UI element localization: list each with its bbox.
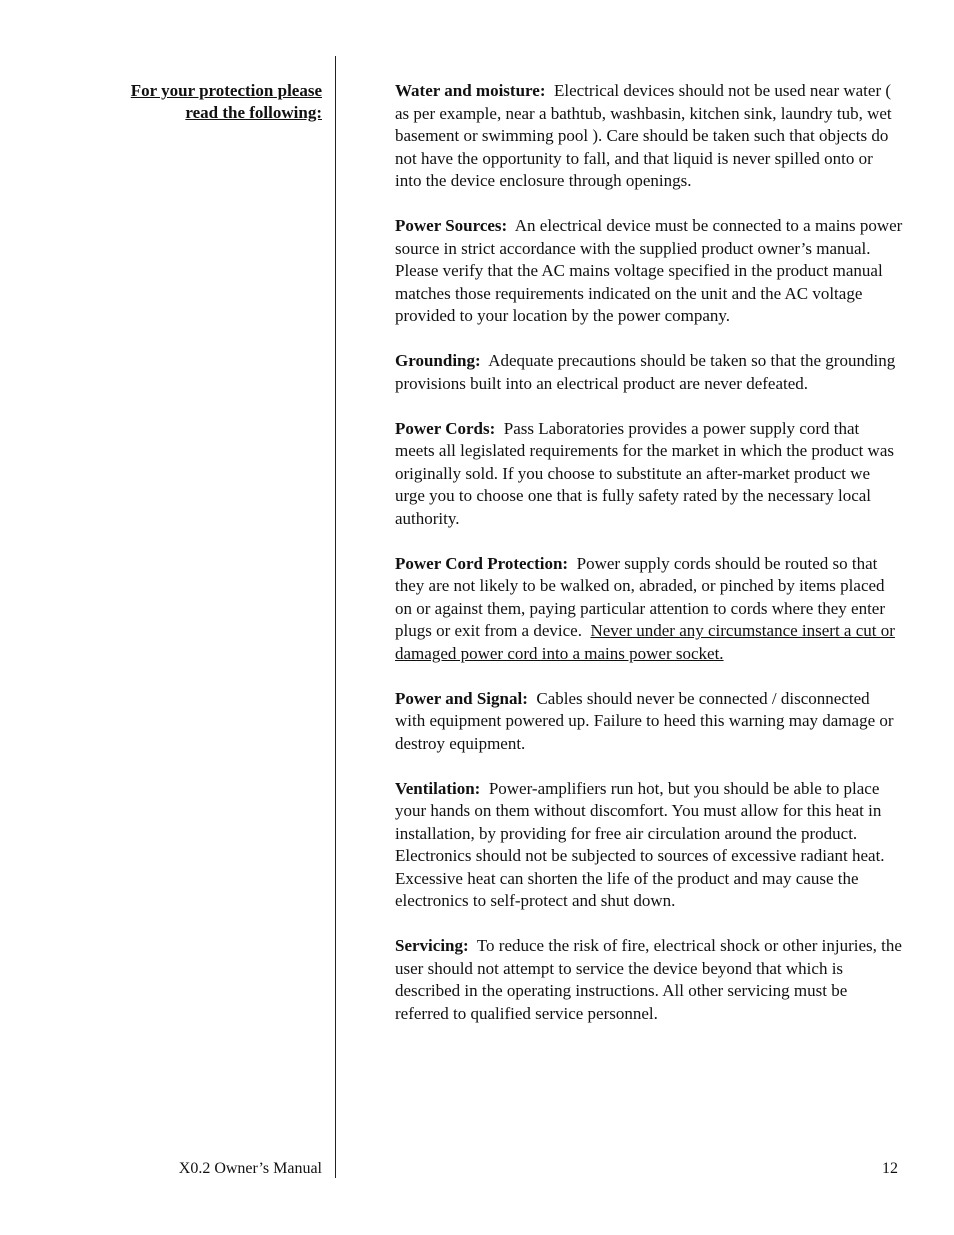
- section-servicing: [395, 935, 903, 1025]
- section-power-signal: [395, 688, 903, 756]
- section-text: Power supply cords should be routed so that they are not likely to be walked on, abraded, or pinched by items placed on or against them, paying particular attention to cords where they enter plugs or exit from a device.: [395, 553, 886, 640]
- section-title: Ventilation:: [395, 778, 481, 798]
- section-title: Power Cord Protection:: [395, 553, 569, 573]
- section-power-sources: [395, 215, 903, 328]
- section-text: An electrical device must be connected to a mains power source in strict accordance with the supplied product owner’s manual. Please verify that the AC mains voltage specified in the product manual matches those requirements indicated on the unit and the AC voltage provided to your location by the power company.: [395, 216, 903, 325]
- section-text: Pass Laboratories provides a power supply cord that meets all legislated requirements for the market in which the product was originally sold. If you choose to substitute an after-market product we urge you to choose one that is fully safety rated by the necessary local authority.: [395, 418, 894, 528]
- vertical-divider: [335, 56, 336, 1178]
- section-grounding: [395, 350, 903, 395]
- side-heading-line1: For your protection please: [130, 81, 322, 100]
- section-title: Grounding:: [395, 351, 481, 370]
- section-text: Adequate precautions should be taken so that the grounding provisions built into an electrical product are never defeated.: [395, 351, 896, 393]
- section-title: Power Sources:: [395, 216, 508, 235]
- footer-manual-title: X0.2 Owner’s Manual: [178, 1160, 322, 1177]
- page-number: 12: [882, 1160, 898, 1177]
- section-water-moisture: [395, 80, 903, 193]
- section-title: Power and Signal:: [395, 688, 528, 708]
- section-text: Electrical devices should not be used near water ( as per example, near a bathtub, washbasin, kitchen sink, laundry tub, wet basement or swimming pool ). Care should be taken such that objects do not have the opportunity to fall, and that liquid is never spilled onto or into the device enclosure through openings.: [395, 81, 892, 190]
- side-heading: [60, 80, 322, 124]
- section-power-cords: [395, 418, 903, 531]
- safety-content: [395, 80, 903, 1048]
- side-heading-line2: read the following:: [185, 103, 322, 122]
- section-text: Power-amplifiers run hot, but you should be able to place your hands on them without discomfort. You must allow for this heat in installation, by providing for free air circulation around the product. Electronics should not be subjected to sources of excessive radiant heat. Excessive heat can shorten the life of the product and may cause the electronics to self-protect and shut down.: [395, 778, 885, 910]
- section-title: Power Cords:: [395, 418, 496, 438]
- section-text: To reduce the risk of fire, electrical shock or other injuries, the user should not attempt to service the device beyond that which is described in the operating instructions. All other servicing must be referred to qualified service personnel.: [395, 936, 902, 1023]
- section-power-cord-protection: [395, 553, 903, 666]
- section-title: Servicing:: [395, 936, 469, 955]
- section-warning-underlined: Never under any circumstance insert a cut or damaged power cord into a mains power socket.: [395, 621, 895, 663]
- section-text: Cables should never be connected / disconnected with equipment powered up. Failure to heed this warning may damage or destroy equipment.: [395, 688, 894, 753]
- section-title: Water and moisture:: [395, 81, 546, 100]
- section-ventilation: [395, 778, 903, 913]
